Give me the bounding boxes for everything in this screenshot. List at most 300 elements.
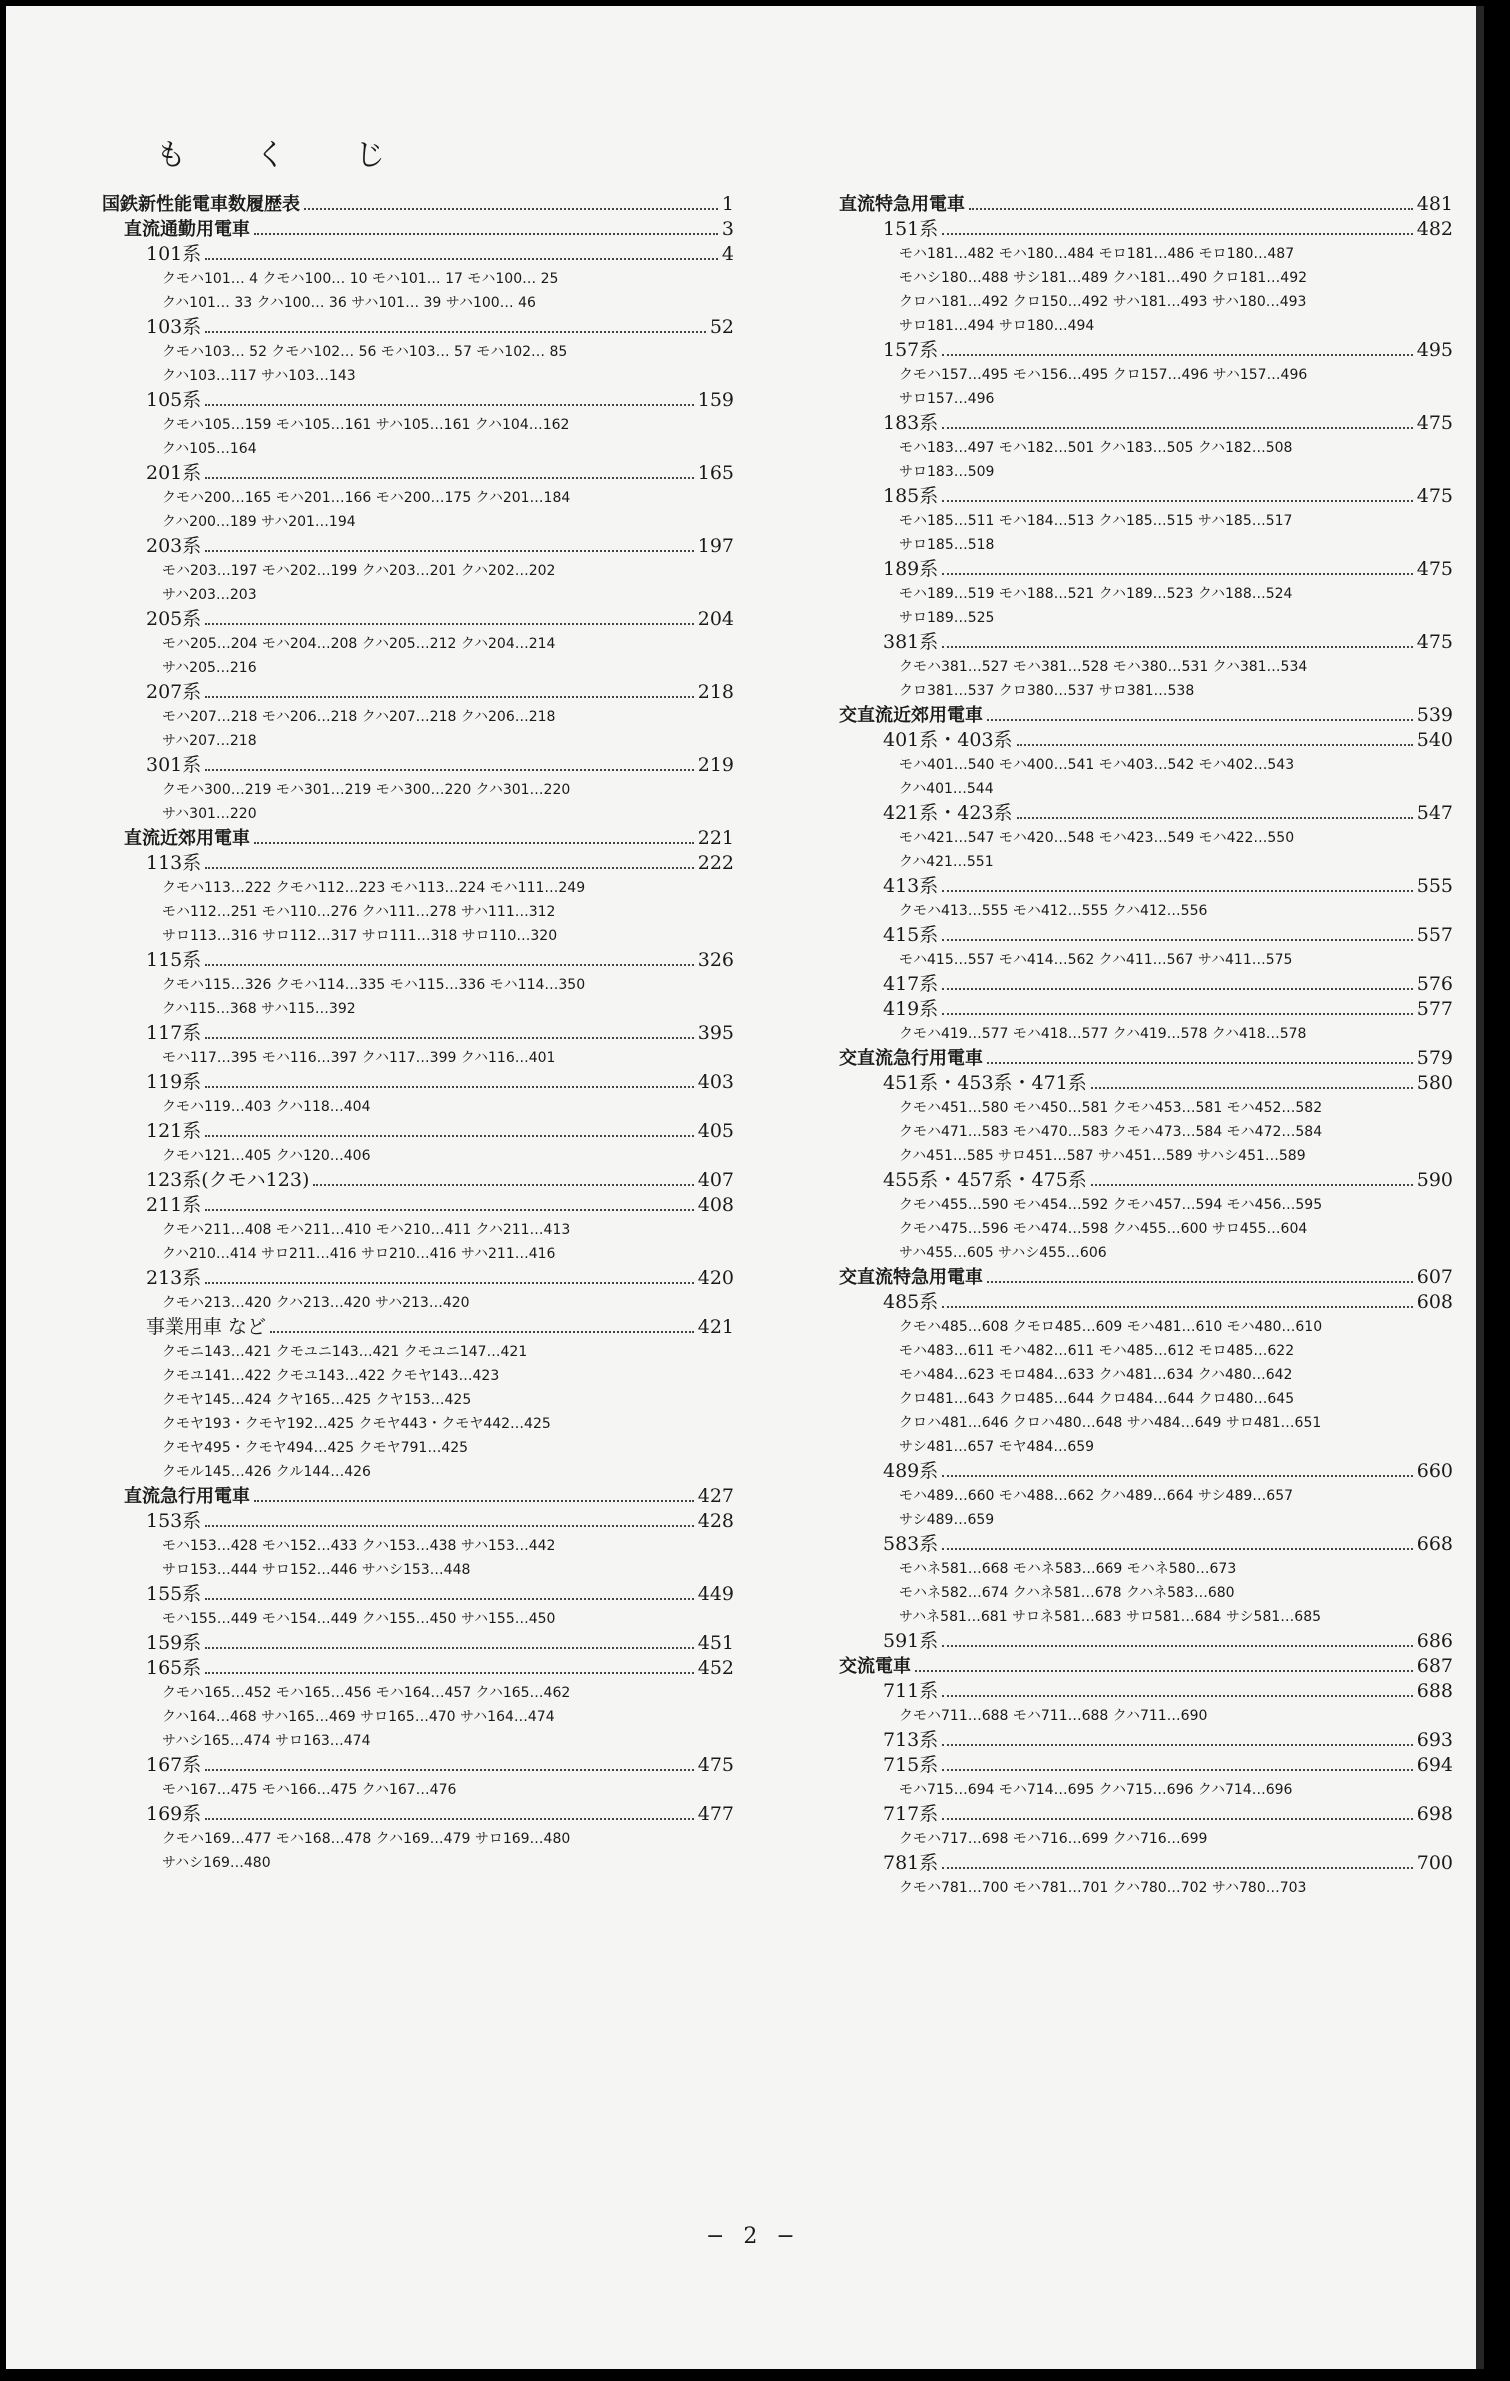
toc-page-number: 427 (697, 1485, 734, 1507)
dot-leader (942, 939, 1412, 941)
dot-leader (205, 1209, 693, 1211)
toc-car-list: モハ207…218 モハ206…218 クハ207…218 クハ206…218 (162, 709, 556, 725)
toc-entry-label: 101系 (146, 243, 202, 265)
toc-series-entry (102, 1631, 734, 1656)
toc-series-entry (839, 972, 1453, 997)
toc-car-list: モハ155…449 モハ154…449 クハ155…450 サハ155…450 (162, 1611, 556, 1627)
toc-entry-label: 103系 (146, 316, 202, 338)
toc-series-entry (839, 1802, 1453, 1827)
toc-page-number: 686 (1416, 1630, 1453, 1652)
dot-leader (304, 208, 718, 210)
toc-series-entry (839, 1071, 1453, 1096)
toc-series-entry (839, 338, 1453, 363)
toc-series-entry (102, 1753, 734, 1778)
toc-page-number: 52 (709, 316, 734, 338)
toc-series-entry (839, 630, 1453, 655)
toc-entry-label: 165系 (146, 1657, 202, 1679)
toc-series-entry (102, 1168, 734, 1193)
toc-page-number: 475 (1416, 412, 1453, 434)
toc-entry-label: 119系 (146, 1071, 202, 1093)
toc-entry-label: 直流特急用電車 (839, 194, 965, 215)
toc-series-entry (839, 923, 1453, 948)
toc-series-entry (839, 484, 1453, 509)
toc-page-number: 590 (1416, 1169, 1453, 1191)
toc-car-list: サロ189…525 (899, 610, 995, 626)
toc-page-number: 403 (697, 1071, 734, 1093)
toc-entry-label: 415系 (883, 924, 939, 946)
toc-entry-label: 113系 (146, 852, 202, 874)
toc-series-entry (839, 1290, 1453, 1315)
toc-entry-label: 713系 (883, 1729, 939, 1751)
dot-leader (205, 623, 693, 625)
toc-page-number: 577 (1416, 998, 1453, 1020)
toc-series-entry (839, 557, 1453, 582)
toc-entry-label: 715系 (883, 1754, 939, 1776)
dot-leader (942, 1548, 1412, 1550)
toc-car-list: サロ183…509 (899, 464, 995, 480)
toc-car-list: モハ117…395 モハ116…397 クハ117…399 クハ116…401 (162, 1050, 556, 1066)
toc-car-list: クハ101… 33 クハ100… 36 サハ101… 39 サハ100… 46 (162, 295, 536, 311)
toc-series-entry (102, 242, 734, 267)
toc-entry-label: 159系 (146, 1632, 202, 1654)
toc-series-entry (102, 1656, 734, 1681)
dot-leader (205, 1672, 693, 1674)
dot-leader (205, 1135, 693, 1137)
toc-right-column (839, 192, 1453, 1900)
toc-page-number: 4 (721, 243, 734, 265)
dot-leader (254, 1500, 694, 1502)
toc-entry-label: 交直流急行用電車 (839, 1048, 983, 1069)
toc-series-entry (102, 680, 734, 705)
toc-car-list: サロ113…316 サロ112…317 サロ111…318 サロ110…320 (162, 928, 558, 944)
dot-leader (942, 1695, 1412, 1697)
toc-series-entry (839, 728, 1453, 753)
dot-leader (942, 1013, 1412, 1015)
toc-car-list: クモハ455…590 モハ454…592 クモハ457…594 モハ456…595 (899, 1197, 1323, 1213)
toc-car-list: クハ401…544 (899, 781, 994, 797)
toc-page-number: 420 (697, 1267, 734, 1289)
toc-car-list: モハ421…547 モハ420…548 モハ423…549 モハ422…550 (899, 830, 1295, 846)
dot-leader (987, 1062, 1413, 1064)
toc-entry-label: 489系 (883, 1460, 939, 1482)
toc-page-number: 557 (1416, 924, 1453, 946)
dot-leader (205, 1647, 693, 1649)
toc-section-heading (839, 1046, 1453, 1071)
toc-car-list: クモハ200…165 モハ201…166 モハ200…175 クハ201…184 (162, 490, 571, 506)
toc-entry-label: 401系・403系 (883, 729, 1013, 751)
toc-page-number: 693 (1416, 1729, 1453, 1751)
toc-entry-label: 直流通勤用電車 (124, 219, 250, 240)
toc-entry-label: 717系 (883, 1803, 939, 1825)
dot-leader (942, 1867, 1412, 1869)
toc-page-number: 222 (697, 852, 734, 874)
toc-page-number: 608 (1416, 1291, 1453, 1313)
dot-leader (942, 573, 1412, 575)
toc-car-list: クモハ381…527 モハ381…528 モハ380…531 クハ381…534 (899, 659, 1308, 675)
toc-series-entry (102, 1509, 734, 1534)
toc-entry-label: 151系 (883, 218, 939, 240)
toc-entry-label: 413系 (883, 875, 939, 897)
toc-series-entry (102, 315, 734, 340)
toc-car-list: クモハ475…596 モハ474…598 クハ455…600 サロ455…604 (899, 1221, 1308, 1237)
toc-car-list: クモハ711…688 モハ711…688 クハ711…690 (899, 1708, 1208, 1724)
toc-series-entry (839, 1679, 1453, 1704)
toc-series-entry (102, 1266, 734, 1291)
toc-page-number: 197 (697, 535, 734, 557)
toc-car-list: クモハ211…408 モハ211…410 モハ210…411 クハ211…413 (162, 1222, 571, 1238)
dot-leader (205, 769, 693, 771)
dot-leader (942, 427, 1412, 429)
toc-page-number: 495 (1416, 339, 1453, 361)
toc-car-list: クモル145…426 クル144…426 (162, 1464, 371, 1480)
dot-leader (942, 890, 1412, 892)
dot-leader (205, 964, 693, 966)
toc-page-number: 547 (1416, 802, 1453, 824)
toc-entry-label: 781系 (883, 1852, 939, 1874)
toc-car-list: モハ167…475 モハ166…475 クハ167…476 (162, 1782, 457, 1798)
toc-car-list: クモハ419…577 モハ418…577 クハ419…578 クハ418…578 (899, 1026, 1307, 1042)
dot-leader (205, 477, 693, 479)
toc-entry-label: 207系 (146, 681, 202, 703)
toc-car-list: クモハ165…452 モハ165…456 モハ164…457 クハ165…462 (162, 1685, 571, 1701)
toc-car-list: モハネ582…674 クハネ581…678 クハネ583…680 (899, 1585, 1235, 1601)
toc-series-entry (102, 1021, 734, 1046)
dot-leader (205, 258, 718, 260)
toc-series-entry (102, 1070, 734, 1095)
dot-leader (1091, 1087, 1413, 1089)
toc-entry-label: 121系 (146, 1120, 202, 1142)
toc-car-list: クモハ113…222 クモハ112…223 モハ113…224 モハ111…249 (162, 880, 586, 896)
toc-page-number: 405 (697, 1120, 734, 1142)
dot-leader (942, 1306, 1412, 1308)
toc-car-list: クハ421…551 (899, 854, 994, 870)
toc-car-list: クモハ115…326 クモハ114…335 モハ115…336 モハ114…350 (162, 977, 586, 993)
toc-page-number: 204 (697, 608, 734, 630)
dot-leader (205, 1769, 693, 1771)
toc-page-number: 475 (1416, 558, 1453, 580)
toc-page-number: 668 (1416, 1533, 1453, 1555)
toc-entry-label: 123系(クモハ123) (146, 1169, 310, 1191)
toc-car-list: クモハ119…403 クハ118…404 (162, 1099, 371, 1115)
dot-leader (205, 331, 706, 333)
toc-car-list: モハ415…557 モハ414…562 クハ411…567 サハ411…575 (899, 952, 1293, 968)
dot-leader (205, 867, 693, 869)
toc-car-list: クモハ157…495 モハ156…495 クロ157…496 サハ157…496 (899, 367, 1308, 383)
toc-series-entry (839, 1629, 1453, 1654)
toc-entry-label: 169系 (146, 1803, 202, 1825)
toc-page-number: 481 (1416, 193, 1453, 215)
toc-entry-label: 国鉄新性能電車数履歴表 (102, 194, 300, 215)
dot-leader (969, 208, 1413, 210)
toc-car-list: サロ157…496 (899, 391, 995, 407)
toc-car-list: クハ115…368 サハ115…392 (162, 1001, 356, 1017)
toc-car-list: モハ183…497 モハ182…501 クハ183…505 クハ182…508 (899, 440, 1293, 456)
toc-section-heading (102, 826, 734, 851)
toc-car-list: クモニ143…421 クモユニ143…421 クモユニ147…421 (162, 1344, 528, 1360)
toc-car-list: クモハ717…698 モハ716…699 クハ716…699 (899, 1831, 1208, 1847)
toc-entry-label: 167系 (146, 1754, 202, 1776)
toc-car-list: モハ185…511 モハ184…513 クハ185…515 サハ185…517 (899, 513, 1293, 529)
toc-entry-label: 153系 (146, 1510, 202, 1532)
toc-page-number: 539 (1416, 704, 1453, 726)
toc-entry-label: 213系 (146, 1267, 202, 1289)
toc-car-list: モハ205…204 モハ204…208 クハ205…212 クハ204…214 (162, 636, 556, 652)
dot-leader (254, 842, 694, 844)
page-title: も く じ (156, 138, 416, 173)
toc-car-list: モハ203…197 モハ202…199 クハ203…201 クハ202…202 (162, 563, 556, 579)
toc-entry-label: 交直流近郊用電車 (839, 705, 983, 726)
toc-series-entry (102, 1119, 734, 1144)
toc-series-entry (102, 388, 734, 413)
toc-page-number: 475 (1416, 631, 1453, 653)
toc-page-number: 576 (1416, 973, 1453, 995)
toc-series-entry (839, 1753, 1453, 1778)
dot-leader (1091, 1184, 1413, 1186)
toc-page-number: 326 (697, 949, 734, 971)
toc-car-list: モハ181…482 モハ180…484 モロ181…486 モロ180…487 (899, 246, 1295, 262)
toc-entry-label: 301系 (146, 754, 202, 776)
dot-leader (942, 1744, 1412, 1746)
toc-car-list: サハシ165…474 サロ163…474 (162, 1733, 371, 1749)
toc-car-list: クハ210…414 サロ211…416 サロ210…416 サハ211…416 (162, 1246, 556, 1262)
toc-series-entry (102, 1802, 734, 1827)
toc-page-number: 607 (1416, 1266, 1453, 1288)
toc-car-list: サシ489…659 (899, 1512, 995, 1528)
toc-page-number: 477 (697, 1803, 734, 1825)
toc-car-list: クモハ105…159 モハ105…161 サハ105…161 クハ104…162 (162, 417, 570, 433)
toc-car-list: クモハ485…608 クモロ485…609 モハ481…610 モハ480…610 (899, 1319, 1323, 1335)
toc-car-list: クハ164…468 サハ165…469 サロ165…470 サハ164…474 (162, 1709, 555, 1725)
toc-page-number: 540 (1416, 729, 1453, 751)
toc-series-entry (102, 1582, 734, 1607)
toc-page-number: 165 (697, 462, 734, 484)
toc-page-number: 219 (697, 754, 734, 776)
toc-page-number: 475 (697, 1754, 734, 1776)
toc-car-list: モハ484…623 モロ484…633 クハ481…634 クハ480…642 (899, 1367, 1293, 1383)
dot-leader (942, 500, 1412, 502)
toc-car-list: クロ381…537 クロ380…537 サロ381…538 (899, 683, 1195, 699)
toc-entry-label: 583系 (883, 1533, 939, 1555)
dot-leader (205, 1037, 693, 1039)
toc-page-number: 700 (1416, 1852, 1453, 1874)
toc-series-entry (839, 1728, 1453, 1753)
toc-car-list: モハネ581…668 モハネ583…669 モハネ580…673 (899, 1561, 1237, 1577)
toc-car-list: クモハ169…477 モハ168…478 クハ169…479 サロ169…480 (162, 1831, 571, 1847)
toc-series-entry (102, 753, 734, 778)
dot-leader (942, 1769, 1412, 1771)
toc-car-list: モハ189…519 モハ188…521 クハ189…523 クハ188…524 (899, 586, 1293, 602)
toc-entry-label: 421系・423系 (883, 802, 1013, 824)
document-page (6, 6, 1484, 2369)
toc-entry-label: 185系 (883, 485, 939, 507)
dot-leader (254, 233, 718, 235)
toc-page-number: 698 (1416, 1803, 1453, 1825)
dot-leader (942, 646, 1412, 648)
dot-leader (205, 550, 693, 552)
toc-series-entry (102, 461, 734, 486)
toc-page-number: 449 (697, 1583, 734, 1605)
toc-car-list: モハ112…251 モハ110…276 クハ111…278 サハ111…312 (162, 904, 556, 920)
toc-left-column (102, 192, 734, 1875)
toc-car-list: サハ455…605 サハシ455…606 (899, 1245, 1107, 1261)
toc-series-entry (839, 411, 1453, 436)
dot-leader (205, 1818, 693, 1820)
toc-page-number: 694 (1416, 1754, 1453, 1776)
toc-section-heading (102, 1484, 734, 1509)
toc-car-list: サロ185…518 (899, 537, 995, 553)
toc-entry-label: 交流電車 (839, 1656, 911, 1677)
toc-section-heading (839, 1265, 1453, 1290)
toc-entry-label: 117系 (146, 1022, 202, 1044)
dot-leader (915, 1670, 1413, 1672)
toc-page-number: 579 (1416, 1047, 1453, 1069)
dot-leader (205, 1598, 693, 1600)
toc-page-number: 660 (1416, 1460, 1453, 1482)
toc-entry-label: 381系 (883, 631, 939, 653)
toc-car-list: クモハ103… 52 クモハ102… 56 モハ103… 57 モハ102… 85 (162, 344, 568, 360)
toc-page-number: 475 (1416, 485, 1453, 507)
toc-page-number: 407 (697, 1169, 734, 1191)
toc-page-number: 218 (697, 681, 734, 703)
dot-leader (987, 719, 1413, 721)
toc-series-entry (839, 997, 1453, 1022)
toc-section-heading (839, 192, 1453, 217)
toc-section-heading (102, 217, 734, 242)
toc-series-entry (839, 1168, 1453, 1193)
dot-leader (205, 1282, 693, 1284)
toc-entry-label: 485系 (883, 1291, 939, 1313)
toc-entry-label: 591系 (883, 1630, 939, 1652)
toc-series-entry (102, 851, 734, 876)
toc-page-number: 421 (697, 1316, 734, 1338)
toc-car-list: クモハ471…583 モハ470…583 クモハ473…584 モハ472…584 (899, 1124, 1323, 1140)
toc-entry-label: 183系 (883, 412, 939, 434)
toc-entry-label: 189系 (883, 558, 939, 580)
toc-entry-label: 211系 (146, 1194, 202, 1216)
toc-section-heading (839, 1654, 1453, 1679)
dot-leader (942, 1645, 1412, 1647)
toc-car-list: クモハ413…555 モハ412…555 クハ412…556 (899, 903, 1208, 919)
toc-entry-label: 203系 (146, 535, 202, 557)
toc-page-number: 408 (697, 1194, 734, 1216)
dot-leader (205, 696, 693, 698)
dot-leader (205, 1525, 693, 1527)
dot-leader (205, 404, 693, 406)
toc-series-entry (102, 534, 734, 559)
toc-car-list: サハ205…216 (162, 660, 257, 676)
toc-car-list: クハ451…585 サロ451…587 サハ451…589 サハシ451…589 (899, 1148, 1306, 1164)
dot-leader (270, 1331, 694, 1333)
toc-page-number: 555 (1416, 875, 1453, 897)
toc-series-entry (102, 1315, 734, 1340)
toc-car-list: サハ301…220 (162, 806, 257, 822)
dot-leader (313, 1184, 693, 1186)
toc-entry-label: 451系・453系・471系 (883, 1072, 1087, 1094)
toc-car-list: サハシ169…480 (162, 1855, 271, 1871)
toc-car-list: クモヤ145…424 クヤ165…425 クヤ153…425 (162, 1392, 472, 1408)
toc-car-list: クモヤ495・クモヤ494…425 クモヤ791…425 (162, 1440, 469, 1456)
toc-series-entry (102, 948, 734, 973)
toc-entry-label: 157系 (883, 339, 939, 361)
toc-series-entry (839, 1851, 1453, 1876)
toc-entry-label: 105系 (146, 389, 202, 411)
toc-car-list: クモユ141…422 クモユ143…422 クモヤ143…423 (162, 1368, 500, 1384)
toc-car-list: クモハ101… 4 クモハ100… 10 モハ101… 17 モハ100… 25 (162, 271, 559, 287)
toc-entry-label: 155系 (146, 1583, 202, 1605)
dot-leader (1017, 744, 1413, 746)
toc-entry-label: 455系・457系・475系 (883, 1169, 1087, 1191)
dot-leader (942, 354, 1412, 356)
toc-page-number: 482 (1416, 218, 1453, 240)
toc-series-entry (839, 801, 1453, 826)
toc-page-number: 1 (721, 193, 734, 215)
toc-entry-label: 交直流特急用電車 (839, 1267, 983, 1288)
toc-car-list: モハ715…694 モハ714…695 クハ715…696 クハ714…696 (899, 1782, 1293, 1798)
toc-page-number: 395 (697, 1022, 734, 1044)
toc-car-list: サハ203…203 (162, 587, 257, 603)
dot-leader (942, 1818, 1412, 1820)
toc-page-number: 451 (697, 1632, 734, 1654)
toc-series-entry (102, 1193, 734, 1218)
toc-entry-label: 直流近郊用電車 (124, 828, 250, 849)
toc-series-entry (839, 1532, 1453, 1557)
toc-page-number: 688 (1416, 1680, 1453, 1702)
toc-car-list: クモハ213…420 クハ213…420 サハ213…420 (162, 1295, 470, 1311)
toc-car-list: サシ481…657 モヤ484…659 (899, 1439, 1095, 1455)
toc-entry-label: 419系 (883, 998, 939, 1020)
toc-car-list: クハ103…117 サハ103…143 (162, 368, 356, 384)
toc-entry-label: 205系 (146, 608, 202, 630)
toc-entry-label: 711系 (883, 1680, 939, 1702)
toc-car-list: クモハ781…700 モハ781…701 クハ780…702 サハ780…703 (899, 1880, 1307, 1896)
toc-car-list: モハ153…428 モハ152…433 クハ153…438 サハ153…442 (162, 1538, 556, 1554)
toc-car-list: クモハ451…580 モハ450…581 クモハ453…581 モハ452…582 (899, 1100, 1323, 1116)
toc-series-entry (102, 607, 734, 632)
toc-entry-label: 417系 (883, 973, 939, 995)
toc-entry-label: 115系 (146, 949, 202, 971)
toc-car-list: モハ483…611 モハ482…611 モハ485…612 モロ485…622 (899, 1343, 1295, 1359)
toc-page-number: 687 (1416, 1655, 1453, 1677)
toc-page-number: 3 (721, 218, 734, 240)
toc-car-list: サハネ581…681 サロネ581…683 サロ581…684 サシ581…685 (899, 1609, 1322, 1625)
toc-entry-label: 直流急行用電車 (124, 1486, 250, 1507)
toc-car-list: クモハ121…405 クハ120…406 (162, 1148, 371, 1164)
toc-car-list: サロ181…494 サロ180…494 (899, 318, 1095, 334)
toc-section-heading (102, 192, 734, 217)
toc-page-number: 428 (697, 1510, 734, 1532)
toc-car-list: クハ105…164 (162, 441, 257, 457)
toc-car-list: クモヤ193・クモヤ192…425 クモヤ443・クモヤ442…425 (162, 1416, 551, 1432)
toc-car-list: クモハ300…219 モハ301…219 モハ300…220 クハ301…220 (162, 782, 571, 798)
toc-page-number: 452 (697, 1657, 734, 1679)
toc-entry-label: 201系 (146, 462, 202, 484)
toc-entry-label: 事業用車 など (146, 1316, 267, 1338)
toc-car-list: クロハ181…492 クロ150…492 サハ181…493 サハ180…493 (899, 294, 1307, 310)
toc-car-list: モハ401…540 モハ400…541 モハ403…542 モハ402…543 (899, 757, 1295, 773)
dot-leader (942, 233, 1412, 235)
toc-series-entry (839, 1459, 1453, 1484)
toc-car-list: クロハ481…646 クロハ480…648 サハ484…649 サロ481…651 (899, 1415, 1322, 1431)
dot-leader (1017, 817, 1413, 819)
dot-leader (987, 1281, 1413, 1283)
toc-car-list: クロ481…643 クロ485…644 クロ484…644 クロ480…645 (899, 1391, 1295, 1407)
toc-page-number: 221 (697, 827, 734, 849)
toc-car-list: クハ200…189 サハ201…194 (162, 514, 356, 530)
dot-leader (942, 988, 1412, 990)
toc-page-number: 159 (697, 389, 734, 411)
dot-leader (205, 1086, 693, 1088)
toc-car-list: サロ153…444 サロ152…446 サハシ153…448 (162, 1562, 471, 1578)
